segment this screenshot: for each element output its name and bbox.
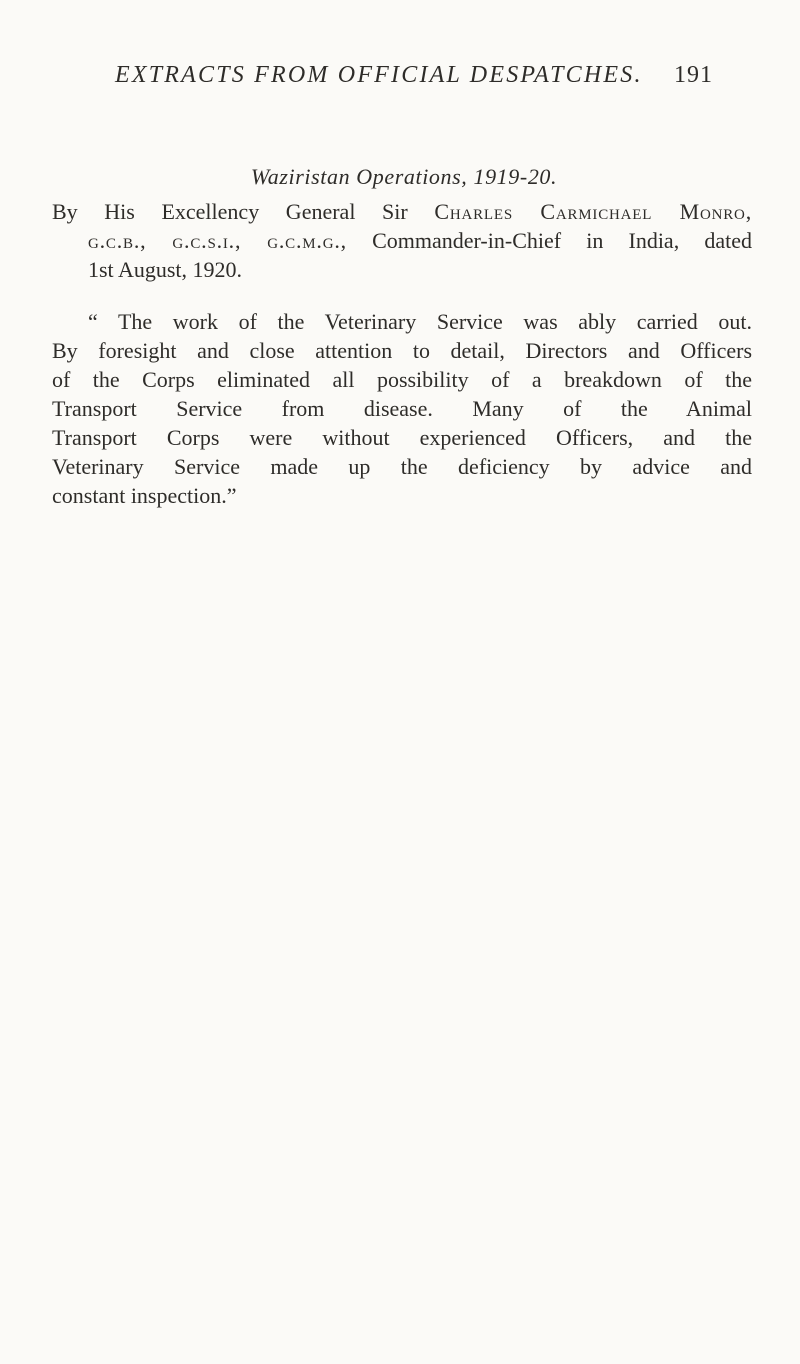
quote-line-5: Transport Corps were without experienced Officers, and the [52, 425, 752, 450]
author-title: Commander-in-Chief in India, dated [346, 228, 753, 253]
quote-line-3: of the Corps eliminated all possibility of a breakdown of the [52, 367, 752, 392]
quote-line-6: Veterinary Service made up the deficiency by advice and [52, 454, 752, 479]
quote-line-4: Transport Service from disease. Many of the Animal [52, 396, 752, 421]
author-name: Charles Carmichael Monro, [434, 199, 752, 224]
quote-line-2: By foresight and close attention to detail, Directors and Officers [52, 338, 752, 363]
attribution-prefix: By His Excellency General Sir [52, 199, 435, 224]
page-number: 191 [674, 62, 713, 88]
attribution-line-3: 1st August, 1920. [88, 257, 243, 282]
attribution-line-1 [52, 198, 752, 226]
running-header [115, 60, 713, 94]
author-honours: g.c.b., g.c.s.i., g.c.m.g., [88, 228, 347, 253]
attribution-line-2 [88, 227, 752, 255]
running-title: EXTRACTS FROM OFFICIAL DESPATCHES. [115, 62, 643, 88]
section-title: Waziristan Operations, 1919-20. [250, 164, 558, 189]
quote-line-7: constant inspection.” [52, 483, 237, 508]
quote-line-1: “ The work of the Veterinary Service was ably carried out. [88, 309, 752, 334]
